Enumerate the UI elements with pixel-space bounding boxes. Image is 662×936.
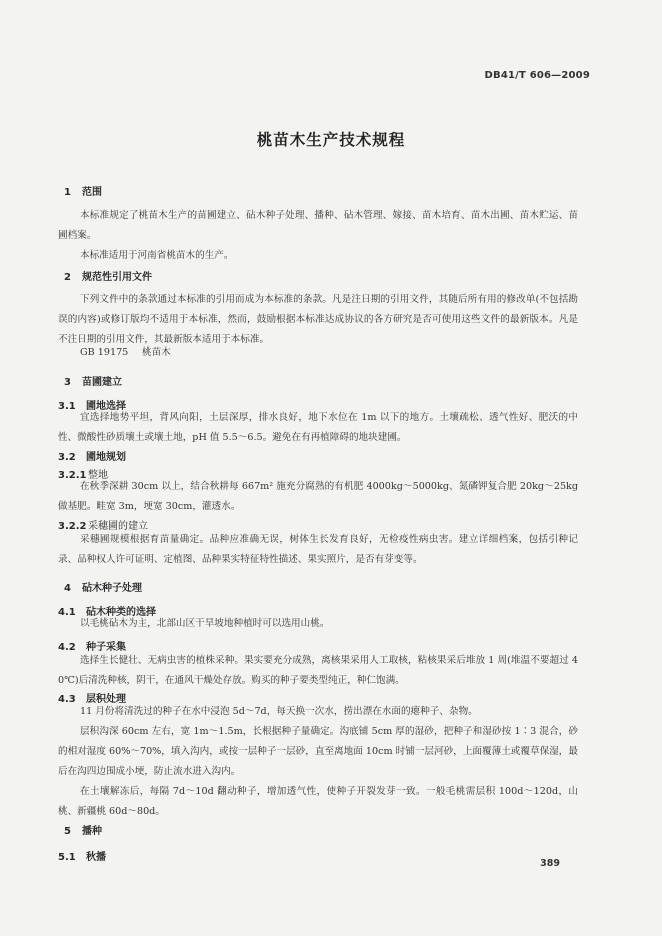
section-title: 播种 — [82, 826, 102, 837]
subsection-number: 3.2 — [58, 452, 76, 463]
page-number: 389 — [540, 858, 560, 869]
subsection-title: 砧木种类的选择 — [86, 607, 156, 618]
clause-number: 3.2.1 — [58, 470, 87, 481]
standard-number: DB41/T 606—2009 — [484, 70, 590, 81]
section-2-paragraph: 下列文件中的条款通过本标准的引用而成为本标准的条款。凡是注日期的引用文件，其随后所有用的修改单(不包括勘误的内容)或修订版均不适用于本标准，然而，鼓励根据本标准达成协议的各方研究是否可使用这些文件的最新版本。凡是不注日期的引用文件，其最新版本适用于本标准。 — [58, 294, 578, 345]
subsection-4-2-paragraph: 选择生长健壮、无病虫害的植株采种。果实要充分成熟，离核果采用人工取核，粘核果采后堆放 1 周(堆温不要超过 40℃)后清洗种核，阴干，在通风干燥处存放。购买的种子要类型纯正，种仁饱满。 — [58, 655, 578, 686]
section-number: 4 — [64, 583, 71, 594]
section-1-paragraph-1: 本标准规定了桃苗木生产的苗圃建立、砧木种子处理、播种、砧木管理、嫁接、苗木培育、苗木出圃、苗木贮运、苗圃档案。 — [58, 210, 578, 241]
section-title: 范围 — [82, 187, 102, 198]
subsection-title: 种子采集 — [86, 642, 126, 653]
section-1-paragraph-2: 本标准适用于河南省桃苗木的生产。 — [80, 250, 234, 261]
subsection-3-2-heading — [58, 448, 126, 463]
section-4-heading — [64, 579, 142, 594]
reference-title: 桃苗木 — [142, 347, 171, 358]
subsection-number: 4.3 — [58, 694, 76, 705]
section-title: 规范性引用文件 — [82, 272, 152, 283]
section-number: 2 — [64, 272, 71, 283]
section-number: 5 — [64, 826, 71, 837]
subsection-title: 秋播 — [86, 852, 106, 863]
normative-reference — [80, 344, 171, 358]
subsection-3-1-paragraph: 宜选择地势平坦，背风向阳，土层深厚，排水良好，地下水位在 1m 以下的地方。土壤疏松、透气性好、肥沃的中性、微酸性砂质壤土或壤土地，pH 值 5.5～6.5。避免在有再植障碍的地块建圃。 — [58, 412, 578, 443]
section-title: 砧木种子处理 — [82, 583, 142, 594]
subsection-4-3-paragraph-1: 11 月份将清洗过的种子在水中浸泡 5d～7d，每天换一次水，捞出漂在水面的瘪种子、杂物。 — [80, 706, 478, 717]
clause-title: 整地 — [88, 470, 108, 481]
clause-number: 3.2.2 — [58, 521, 87, 532]
section-5-heading — [64, 822, 102, 837]
subsection-number: 3.1 — [58, 401, 76, 412]
section-number: 1 — [64, 187, 71, 198]
section-3-heading — [64, 373, 122, 388]
subsection-title: 层积处理 — [86, 694, 126, 705]
subsection-title: 圃地规划 — [86, 452, 126, 463]
subsection-5-1-heading — [58, 848, 106, 863]
subsection-number: 4.1 — [58, 607, 76, 618]
clause-title: 采穗圃的建立 — [88, 521, 148, 532]
section-title: 苗圃建立 — [82, 377, 122, 388]
subsection-4-3-paragraph-2: 层积沟深 60cm 左右，宽 1m～1.5m，长根据种子量确定。沟底铺 5cm 厚的湿砂，把种子和湿砂按 1∶3 混合，砂的相对湿度 60%～70%，填入沟内，或按一层种子一层砂，直至离地面 10cm 时铺一层河砂，上面覆薄土或覆草保湿，最后在沟四边围成小埂，防止流水进入沟内。 — [58, 726, 578, 777]
document-title: 桃苗木生产技术规程 — [256, 131, 406, 149]
subsection-title: 圃地选择 — [86, 401, 126, 412]
clause-3-2-2-paragraph: 采穗圃规模根据育苗量确定。品种应准确无误，树体生长发育良好，无检疫性病虫害。建立详细档案，包括引种记录、品种权人许可证明、定植图、品种果实特征特性描述、果实照片，是否有芽变等。 — [58, 534, 578, 565]
section-1-heading — [64, 183, 102, 198]
subsection-number: 4.2 — [58, 642, 76, 653]
reference-code: GB 19175 — [80, 347, 129, 358]
section-number: 3 — [64, 377, 71, 388]
subsection-4-3-paragraph-3: 在土壤解冻后，每隔 7d～10d 翻动种子，增加透气性，使种子开裂发芽一致。一般毛桃需层积 100d～120d，山桃、新疆桃 60d～80d。 — [58, 786, 578, 817]
clause-3-2-1-paragraph: 在秋季深耕 30cm 以上，结合秋耕每 667m² 施充分腐熟的有机肥 4000kg～5000kg、氮磷钾复合肥 20kg～25kg 做基肥。畦宽 3m，埂宽 30cm，灌透水。 — [58, 481, 578, 512]
section-2-heading — [64, 268, 152, 283]
subsection-number: 5.1 — [58, 852, 76, 863]
subsection-4-1-paragraph: 以毛桃砧木为主，北部山区干旱坡地种植时可以选用山桃。 — [80, 618, 330, 629]
